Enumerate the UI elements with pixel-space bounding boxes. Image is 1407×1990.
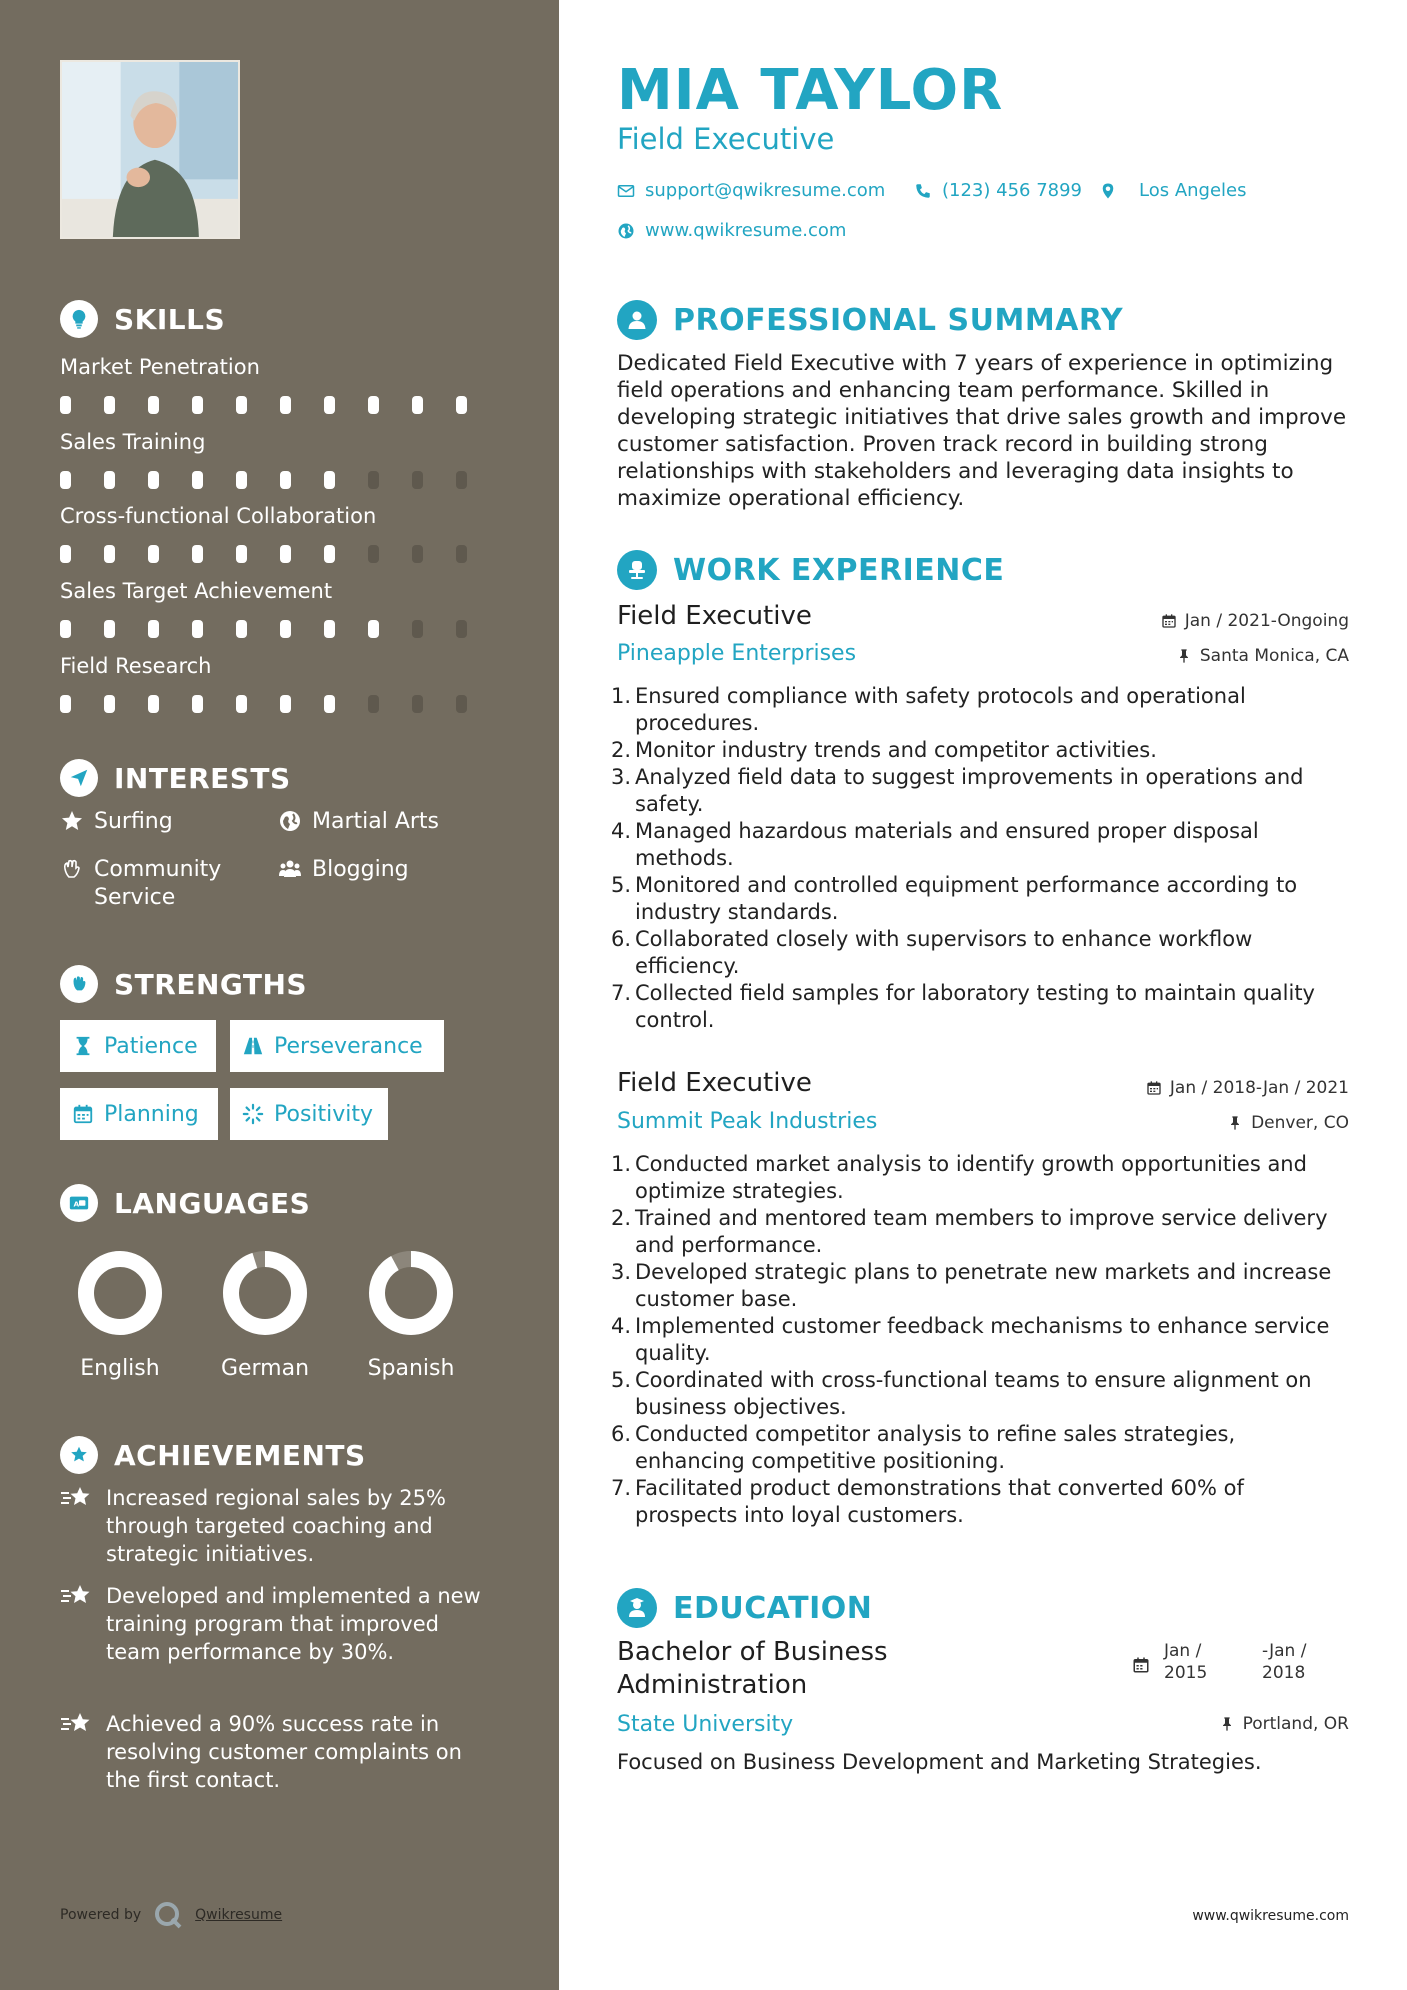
shooting-star-icon [60,1710,94,1738]
education-degree: Bachelor of Business Administration [617,1637,888,1700]
rating-dot [324,396,335,414]
summary-title: PROFESSIONAL SUMMARY [673,302,1124,338]
education-school: State University [617,1712,794,1737]
skill-rating [60,471,500,489]
interest-item [60,808,173,836]
duty-text: Managed hazardous materials and ensured proper disposal methods. [635,819,1259,870]
rating-dot [148,471,159,489]
award-star-icon [60,1436,98,1474]
job-location [1176,646,1349,666]
rating-dot [148,620,159,638]
hand-icon [60,857,84,881]
rating-dot [412,695,423,713]
duty-text: Facilitated product demonstrations that converted 60% of prospects into loyal customers. [635,1476,1244,1527]
skills-heading [60,300,225,338]
duty-number: 7. [611,981,632,1005]
rating-dot [236,471,247,489]
ring-fill [377,1259,445,1327]
achievement-item [60,1484,500,1568]
duty-item [611,1367,1351,1421]
rating-dot [192,545,203,563]
rating-dot [456,695,467,713]
star-icon [60,809,84,833]
rating-dot [412,545,423,563]
skill-rating [60,695,500,713]
rating-dot [192,471,203,489]
duty-number: 6. [611,1422,632,1446]
job-dates-text: Jan / 2018-Jan / 2021 [1169,1078,1349,1098]
globe-icon [278,809,302,833]
duty-text: Developed strategic plans to penetrate new markets and increase customer base. [635,1260,1332,1311]
duty-text: Conducted competitor analysis to refine sales strategies, enhancing competitive positioning. [635,1422,1236,1473]
achievements-heading [60,1436,366,1474]
duty-item [611,818,1351,872]
rating-dot [456,471,467,489]
interest-label: Blogging [312,857,409,882]
office-chair-icon [617,550,657,590]
language-item [55,1248,185,1381]
svg-text:A: A [73,1199,80,1209]
languages-heading [60,1184,310,1222]
duty-number: 5. [611,873,632,897]
duty-text: Conducted market analysis to identify growth opportunities and optimize strategies. [635,1152,1307,1203]
calendar-icon [72,1103,94,1125]
rating-dot [412,620,423,638]
phone-text: (123) 456 7899 [942,180,1083,201]
education-dates [1132,1640,1320,1684]
language-level-ring [366,1248,456,1338]
rating-dot [324,471,335,489]
language-name: Spanish [367,1356,455,1381]
strength-label: Patience [104,1033,198,1059]
strength-badge [60,1088,218,1140]
rating-dot [60,396,71,414]
candidate-title: Field Executive [617,122,835,156]
sidebar [0,0,559,1990]
website-contact[interactable] [617,220,846,241]
qwikresume-logo-icon [153,1900,183,1930]
skills-title: SKILLS [114,302,226,336]
hourglass-icon [72,1035,94,1057]
strength-label: Planning [104,1101,199,1127]
strength-badge [60,1020,216,1072]
duty-number: 7. [611,1476,632,1500]
education-heading [617,1588,872,1628]
calendar-icon [1132,1656,1150,1674]
language-name: German [220,1356,310,1381]
rating-dot [104,695,115,713]
job-company: Pineapple Enterprises [617,641,857,666]
job-location [1227,1113,1349,1133]
education-location-text: Portland, OR [1242,1714,1349,1734]
portrait-image [62,62,238,237]
rating-dot [60,620,71,638]
phone-contact[interactable] [914,180,1082,201]
experience-title: WORK EXPERIENCE [673,552,1005,588]
job-dates-text: Jan / 2021-Ongoing [1184,611,1349,631]
duty-number: 1. [611,1152,632,1176]
duty-number: 4. [611,819,632,843]
skill-name: Sales Target Achievement [60,579,333,603]
duty-number: 6. [611,927,632,951]
spinner-icon [242,1103,264,1125]
strength-badge [230,1088,388,1140]
skill-rating [60,396,500,414]
duty-number: 1. [611,684,632,708]
calendar-icon [1161,613,1177,629]
skill-rating [60,620,500,638]
skill-name: Sales Training [60,430,206,454]
rating-dot [192,620,203,638]
duty-item [611,1475,1351,1529]
skill-name: Cross-functional Collaboration [60,504,377,528]
summary-heading [617,300,1123,340]
duty-item [611,872,1351,926]
rating-dot [280,396,291,414]
rating-dot [456,396,467,414]
summary-text: Dedicated Field Executive with 7 years of experience in optimizing field operations and enhancing team performance. Skilled in developing strategic initiatives that drive sales growth and improve customer satisfaction. Proven track record in building strong relationships with stakeholders and leveraging data insights to maximize operational efficiency. [617,351,1347,511]
calendar-icon [1146,1080,1162,1096]
rating-dot [148,396,159,414]
experience-heading [617,550,1004,590]
powered-by-label: Powered by [60,1907,142,1923]
duty-item [611,1151,1351,1205]
phone-icon [914,182,932,200]
duty-text: Implemented customer feedback mechanisms to enhance service quality. [635,1314,1330,1365]
interest-label: Surfing [94,809,173,834]
duty-text: Collected field samples for laboratory testing to maintain quality control. [635,981,1315,1032]
achievement-text: Achieved a 90% success rate in resolving customer complaints on the first contact. [106,1712,462,1792]
envelope-icon [617,182,635,200]
rating-dot [280,471,291,489]
languages-title: LANGUAGES [114,1186,311,1220]
job-dates [1146,1078,1349,1098]
rating-dot [104,396,115,414]
skill-rating [60,545,500,563]
rating-dot [104,545,115,563]
duty-item [611,1259,1351,1313]
duty-number: 3. [611,765,632,789]
interest-label: Community Service [94,857,222,910]
rating-dot [324,545,335,563]
rating-dot [236,396,247,414]
language-item [346,1248,476,1381]
rating-dot [368,695,379,713]
rating-dot [104,620,115,638]
pushpin-icon [1219,1716,1235,1732]
profile-photo [60,60,240,239]
achievement-item [60,1582,500,1666]
duty-text: Monitored and controlled equipment performance according to industry standards. [635,873,1298,924]
job-company: Summit Peak Industries [617,1109,878,1134]
ring-fill [86,1259,154,1327]
education-description: Focused on Business Development and Marketing Strategies. [617,1750,1262,1774]
graduate-icon [617,1588,657,1628]
group-icon [278,857,302,881]
duty-item [611,926,1351,980]
rating-dot [104,471,115,489]
skill-name: Market Penetration [60,355,260,379]
strength-badge [230,1020,444,1072]
skill-item [60,501,500,563]
qwikresume-link[interactable]: Qwikresume [195,1907,283,1923]
rating-dot [192,695,203,713]
user-icon [617,300,657,340]
job-duties-list [611,1151,1351,1529]
rating-dot [324,620,335,638]
rating-dot [368,545,379,563]
rating-dot [192,396,203,414]
ring-fill [231,1259,299,1327]
duty-item [611,1205,1351,1259]
strengths-heading [60,965,307,1003]
duty-number: 5. [611,1368,632,1392]
duty-number: 2. [611,738,632,762]
duty-item [611,683,1351,737]
skill-item [60,651,500,713]
interest-item [278,856,409,884]
education-location [1219,1714,1349,1734]
email-contact[interactable] [617,180,885,201]
language-level-ring [75,1248,165,1338]
location-contact [1099,180,1247,201]
candidate-name: MIA TAYLOR [617,58,1004,123]
education-title: EDUCATION [673,1590,873,1626]
duty-item [611,980,1351,1034]
duty-text: Trained and mentored team members to improve service delivery and performance. [635,1206,1328,1257]
rating-dot [368,620,379,638]
language-name: English [80,1356,160,1381]
globe-icon [617,222,635,240]
rating-dot [280,620,291,638]
email-text: support@qwikresume.com [645,180,886,201]
main-content [559,0,1407,1990]
achievements-title: ACHIEVEMENTS [114,1438,366,1472]
language-icon [60,1184,98,1222]
job-role: Field Executive [617,1068,812,1098]
interests-title: INTERESTS [114,761,291,795]
education-end: -Jan / 2018 [1262,1641,1307,1683]
interests-heading [60,759,291,797]
duty-item [611,737,1351,764]
interest-label: Martial Arts [312,809,440,834]
skill-item [60,352,500,414]
rating-dot [60,695,71,713]
duty-item [611,1313,1351,1367]
map-pin-icon [1099,182,1117,200]
achievement-text: Developed and implemented a new training program that improved team performance by 30%. [106,1584,481,1664]
rating-dot [456,545,467,563]
duty-number: 2. [611,1206,632,1230]
duty-text: Collaborated closely with supervisors to enhance workflow efficiency. [635,927,1253,978]
rating-dot [148,695,159,713]
achievement-text: Increased regional sales by 25% through targeted coaching and strategic initiatives. [106,1486,446,1566]
job-location-text: Santa Monica, CA [1199,646,1349,666]
language-item [200,1248,330,1381]
rating-dot [236,620,247,638]
duty-number: 3. [611,1260,632,1284]
rating-dot [456,620,467,638]
duty-text: Analyzed field data to suggest improvements in operations and safety. [635,765,1304,816]
strengths-title: STRENGTHS [114,967,308,1001]
achievement-item [60,1710,500,1794]
duty-text: Ensured compliance with safety protocols and operational procedures. [635,684,1246,735]
rating-dot [324,695,335,713]
job-location-text: Denver, CO [1251,1113,1349,1133]
shooting-star-icon [60,1484,94,1512]
road-icon [242,1035,264,1057]
strength-label: Positivity [274,1101,374,1127]
fist-icon [60,965,98,1003]
strength-label: Perseverance [274,1033,423,1059]
interest-item [60,856,260,912]
rating-dot [280,695,291,713]
rating-dot [368,471,379,489]
website-text: www.qwikresume.com [645,220,847,241]
duty-item [611,764,1351,818]
skill-item [60,427,500,489]
rating-dot [236,545,247,563]
education-start: Jan / 2015 [1164,1641,1208,1683]
rating-dot [280,545,291,563]
job-duties-list [611,683,1351,1034]
language-level-ring [220,1248,310,1338]
powered-by [60,1900,282,1930]
duty-number: 4. [611,1314,632,1338]
skill-item [60,576,500,638]
shooting-star-icon [60,1582,94,1610]
duty-item [611,1421,1351,1475]
interest-item [278,808,439,836]
rating-dot [412,471,423,489]
rating-dot [60,471,71,489]
pushpin-icon [1227,1115,1243,1131]
duty-text: Coordinated with cross-functional teams to ensure alignment on business objectives. [635,1368,1312,1419]
duty-text: Monitor industry trends and competitor activities. [635,738,1157,762]
rating-dot [148,545,159,563]
pushpin-icon [1176,648,1192,664]
rating-dot [60,545,71,563]
rating-dot [368,396,379,414]
rating-dot [236,695,247,713]
location-text: Los Angeles [1139,180,1247,201]
rating-dot [412,396,423,414]
job-role: Field Executive [617,601,812,631]
footer-website[interactable]: www.qwikresume.com [1192,1908,1349,1924]
paper-plane-icon [60,759,98,797]
job-dates [1161,611,1349,631]
skill-name: Field Research [60,654,212,678]
lightbulb-icon [60,300,98,338]
